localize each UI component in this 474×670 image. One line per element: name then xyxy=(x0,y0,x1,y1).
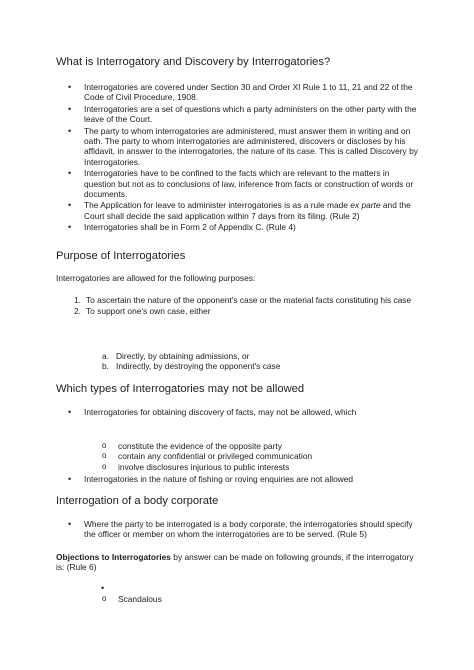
italic-ex-parte: ex parte xyxy=(350,200,381,211)
purpose-numbered-list xyxy=(74,295,414,318)
number-marker: 1. xyxy=(74,295,81,305)
list-item-text: Interrogatories are a set of questions which a party administers on the other party with the leave of the Court. xyxy=(84,103,417,125)
list-item xyxy=(74,295,414,305)
not-allowed-bullet-list-2 xyxy=(68,474,418,485)
list-item-text: Interrogatories have to be confined to the facts which are relevant to the matters in question but not as to conclusions of law, inference from facts or construction of words or documents. xyxy=(84,168,414,200)
circle-marker: o xyxy=(102,461,107,471)
bullet-marker: • xyxy=(68,200,72,211)
purpose-lettered-list xyxy=(102,351,402,372)
not-allowed-bullet-list xyxy=(68,407,418,418)
list-item xyxy=(102,441,402,451)
circle-marker: o xyxy=(102,451,107,461)
objections-text: by answer can be made on following grounds, if the interrogatory is: (Rule 6) xyxy=(56,552,414,573)
list-item xyxy=(68,126,418,168)
list-item-text: Where the party to be interrogated is a body corporate, the interrogatories should specify the officer or member on whom the interrogatories are to be served. (Rule 5) xyxy=(84,519,413,540)
purpose-intro: Interrogatories are allowed for the following purposes: xyxy=(56,273,256,283)
not-allowed-circle-list xyxy=(102,441,402,472)
list-item-text-before: The Application for leave to administer interrogatories is as a rule made xyxy=(84,200,351,211)
objections-bold-heading: Objections to Interrogatories xyxy=(56,552,171,562)
list-item xyxy=(68,82,418,103)
circle-marker: o xyxy=(102,441,107,450)
list-item-text: constitute the evidence of the opposite party xyxy=(118,441,282,451)
list-item-text: Interrogatories for obtaining discovery of facts, may not be allowed, which xyxy=(84,407,357,417)
letter-marker: a. xyxy=(102,351,109,361)
list-item-text: Directly, by obtaining admissions, or xyxy=(116,351,250,361)
body-corporate-bullet-list xyxy=(68,519,418,541)
list-item-text: Indirectly, by destroying the opponent's case xyxy=(116,361,281,372)
section-heading-body-corporate: Interrogation of a body corporate xyxy=(56,495,219,507)
list-item-text: Interrogatories shall be in Form 2 of Appendix C. (Rule 4) xyxy=(84,222,296,233)
bullet-marker: • xyxy=(68,168,72,179)
bullet-marker: • xyxy=(68,82,72,92)
letter-marker: b. xyxy=(102,361,109,372)
list-item xyxy=(68,474,418,484)
list-item-text-after: and the Court shall decide the said application within 7 days from its filing. (Rule 2) xyxy=(84,200,411,221)
objections-circle-list xyxy=(102,594,402,604)
list-item xyxy=(68,168,418,199)
list-item xyxy=(102,361,402,371)
interrogatory-bullet-list xyxy=(68,82,418,234)
bullet-marker: • xyxy=(68,125,72,136)
number-marker: 2. xyxy=(74,306,81,317)
bullet-marker: • xyxy=(68,222,72,233)
list-item xyxy=(68,104,418,125)
bullet-marker: • xyxy=(101,583,105,593)
list-item-text: Interrogatories are covered under Section 30 and Order XI Rule 1 to 11, 21 and 22 of the Code of Civil Procedure, 1908. xyxy=(84,82,413,103)
bullet-marker: • xyxy=(68,103,72,114)
bullet-marker: • xyxy=(68,407,72,417)
list-item xyxy=(68,407,418,417)
list-item-text: Scandalous xyxy=(118,594,162,604)
list-item xyxy=(102,462,402,472)
list-item xyxy=(102,451,402,461)
circle-marker: o xyxy=(102,594,107,603)
list-item-text: To support one's own case, either xyxy=(86,306,211,317)
objections-paragraph xyxy=(56,552,416,573)
section-heading-purpose: Purpose of Interrogatories xyxy=(56,250,186,262)
section-heading-interrogatory: What is Interrogatory and Discovery by Interrogatories? xyxy=(56,56,331,68)
list-item xyxy=(74,306,414,316)
list-item xyxy=(102,594,402,604)
list-item xyxy=(68,519,418,540)
list-item xyxy=(68,200,418,221)
bullet-marker: • xyxy=(68,519,72,529)
list-item-text: contain any confidential or privileged communication xyxy=(118,451,313,462)
list-item-text: Interrogatories in the nature of fishing or roving enquiries are not allowed xyxy=(84,474,354,484)
list-item xyxy=(68,222,418,232)
list-item-text: To ascertain the nature of the opponent's case or the material facts constituting his case xyxy=(86,295,412,305)
list-item xyxy=(102,351,402,361)
list-item-text: The party to whom interrogatories are administered, must answer them in writing and on oath. The party to whom interrogatories are administered, discovers or discloses by his affidavit, in answer to the interrogatories, the nature of its case. This is called Discovery by Interrogatories. xyxy=(84,125,418,167)
empty-bullet-item xyxy=(101,583,141,593)
list-item-text: involve disclosures injurious to public interests xyxy=(118,461,290,472)
section-heading-not-allowed: Which types of Interrogatories may not be allowed xyxy=(56,383,305,395)
bullet-marker: • xyxy=(68,474,72,484)
